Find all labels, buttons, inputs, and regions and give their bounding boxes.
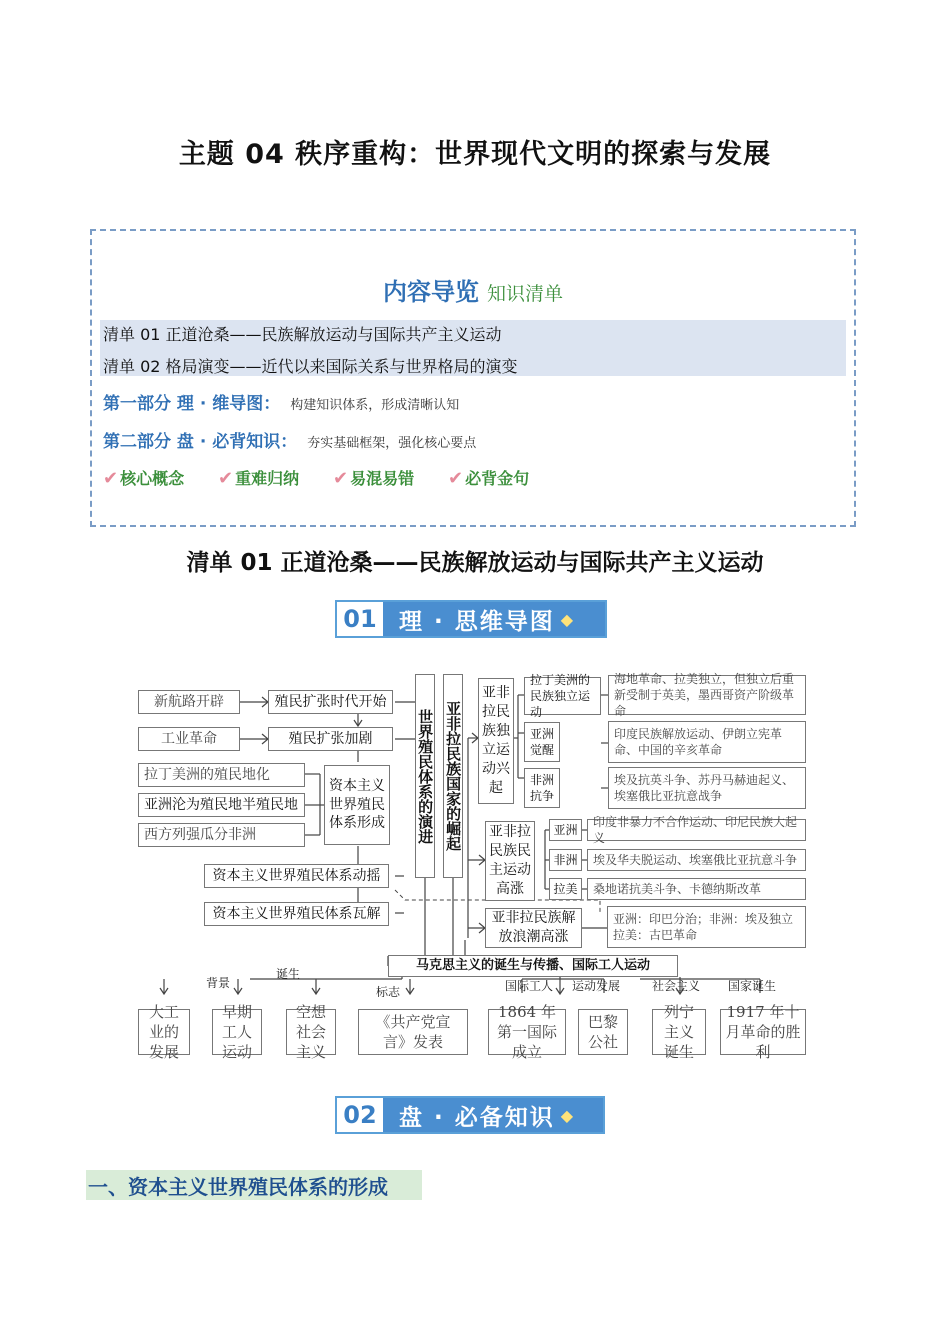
- mm-label: 运动发展: [572, 979, 621, 993]
- mm-label: 社会主义: [652, 979, 701, 993]
- mm-node: 桑地诺抗美斗争、卡德纳斯改革: [587, 878, 806, 900]
- mm-node: 亚非拉民族解放浪潮高涨: [485, 908, 582, 948]
- guide-part-2[interactable]: [103, 427, 476, 452]
- mind-map: [120, 668, 820, 1068]
- banner-number: 01: [337, 602, 383, 636]
- guide-heading: 内容导览: [382, 278, 479, 306]
- tag-golden-quotes[interactable]: ✔ 必背金句: [448, 468, 530, 489]
- section-title: 清单 01 正道沧桑——民族解放运动与国际共产主义运动: [186, 550, 764, 576]
- mm-node: 殖民扩张时代开始: [268, 690, 393, 714]
- mm-node: 埃及抗英斗争、苏丹马赫迪起义、埃塞俄比亚抗意战争: [608, 767, 806, 809]
- mm-node: 空想社会主义: [286, 1009, 336, 1055]
- mm-node: 《共产党宣言》发表: [358, 1009, 468, 1055]
- mm-node: 西方列强瓜分非洲: [138, 823, 305, 847]
- mm-node: 拉丁美洲的民族独立运动: [524, 677, 601, 715]
- mm-label: 诞生: [276, 967, 301, 981]
- mm-node: 亚非拉民族独立运动兴起: [478, 678, 514, 804]
- part-label: 第一部分 理 · 维导图：: [103, 394, 281, 414]
- mm-node: 1864 年第一国际成立: [488, 1009, 566, 1055]
- wave-line: 亚洲：印巴分治；非洲：埃及独立: [613, 911, 794, 926]
- diamond-icon: ◆: [560, 609, 574, 629]
- check-icon: ✔: [218, 468, 234, 489]
- mm-node: 马克思主义的诞生与传播、国际工人运动: [388, 955, 678, 977]
- mm-node: 海地革命、拉美独立，但独立后重新受制于英美，墨西哥资产阶级革命: [608, 675, 806, 715]
- guide-list-item[interactable]: 清单 02 格局演变——近代以来国际关系与世界格局的演变: [103, 357, 518, 376]
- tag-key-points[interactable]: ✔ 重难归纳: [218, 468, 300, 489]
- check-icon: ✔: [333, 468, 349, 489]
- mm-node: 殖民扩张加剧: [268, 727, 393, 751]
- tag-confusables[interactable]: ✔ 易混易错: [333, 468, 415, 489]
- mm-node: 亚非拉民族民主运动高涨: [485, 821, 535, 901]
- mm-vertical-node: 亚非拉民族国家的崛起: [443, 674, 463, 878]
- guide-list-item[interactable]: 清单 01 正道沧桑——民族解放运动与国际共产主义运动: [103, 325, 502, 344]
- check-icon: ✔: [448, 468, 464, 489]
- mm-node: 资本主义世界殖民体系瓦解: [204, 902, 389, 926]
- mm-node: 亚洲沦为殖民地半殖民地: [138, 793, 305, 817]
- banner-number: 02: [337, 1098, 383, 1132]
- mm-node: 资本主义世界殖民体系形成: [324, 765, 390, 845]
- part-desc: 夯实基础框架，强化核心要点: [307, 436, 477, 451]
- mm-node: 列宁主义诞生: [652, 1009, 706, 1055]
- mm-node: 新航路开辟: [138, 690, 240, 714]
- banner-text: 理 · 思维导图: [399, 608, 555, 635]
- page-title: 主题 04 秩序重构：世界现代文明的探索与发展: [178, 139, 772, 170]
- mm-node: 印度非暴力不合作运动、印尼民族大起义: [587, 819, 806, 841]
- mm-label: 国家诞生: [728, 979, 777, 993]
- mm-node: [607, 906, 806, 948]
- mm-node: 拉美: [549, 878, 582, 900]
- guide-part-1[interactable]: [103, 389, 459, 414]
- mm-node: 资本主义世界殖民体系动摇: [204, 864, 389, 888]
- diamond-icon: ◆: [560, 1105, 574, 1125]
- mm-node: 大工业的发展: [138, 1009, 190, 1055]
- mm-node: 早期工人运动: [212, 1009, 262, 1055]
- mm-label: 国际工人: [505, 979, 554, 993]
- mm-label: 标志: [376, 985, 401, 999]
- part-desc: 构建知识体系，形成清晰认知: [290, 398, 460, 413]
- mm-node: 印度民族解放运动、伊朗立宪革命、中国的辛亥革命: [608, 721, 806, 763]
- mm-node: 工业革命: [138, 727, 240, 751]
- mm-node: 非洲: [549, 849, 582, 871]
- mm-vertical-node: 世界殖民体系的演进: [415, 674, 435, 878]
- part-label: 第二部分 盘 · 必背知识：: [103, 432, 298, 452]
- mm-node: 1917 年十月革命的胜利: [720, 1009, 806, 1055]
- wave-line: 拉美：古巴革命: [613, 928, 698, 942]
- mm-label: 背景: [206, 976, 231, 990]
- mm-node: 埃及华夫脱运动、埃塞俄比亚抗意斗争: [587, 849, 806, 871]
- subsection-heading: 一、资本主义世界殖民体系的形成: [86, 1170, 422, 1200]
- tag-core-concepts[interactable]: ✔ 核心概念: [103, 468, 185, 489]
- mm-node: 拉丁美洲的殖民地化: [138, 763, 305, 787]
- banner-knowledge: [335, 1096, 605, 1134]
- mm-node: 亚洲觉醒: [524, 722, 560, 762]
- check-icon: ✔: [103, 468, 119, 489]
- banner-text: 盘 · 必备知识: [399, 1104, 555, 1131]
- content-guide-heading: [90, 272, 856, 307]
- mm-node: 亚洲: [549, 819, 582, 841]
- mm-node: 巴黎公社: [578, 1009, 628, 1055]
- banner-mindmap: [335, 600, 607, 638]
- guide-subheading: 知识清单: [486, 283, 563, 305]
- mm-node: 非洲抗争: [524, 768, 560, 808]
